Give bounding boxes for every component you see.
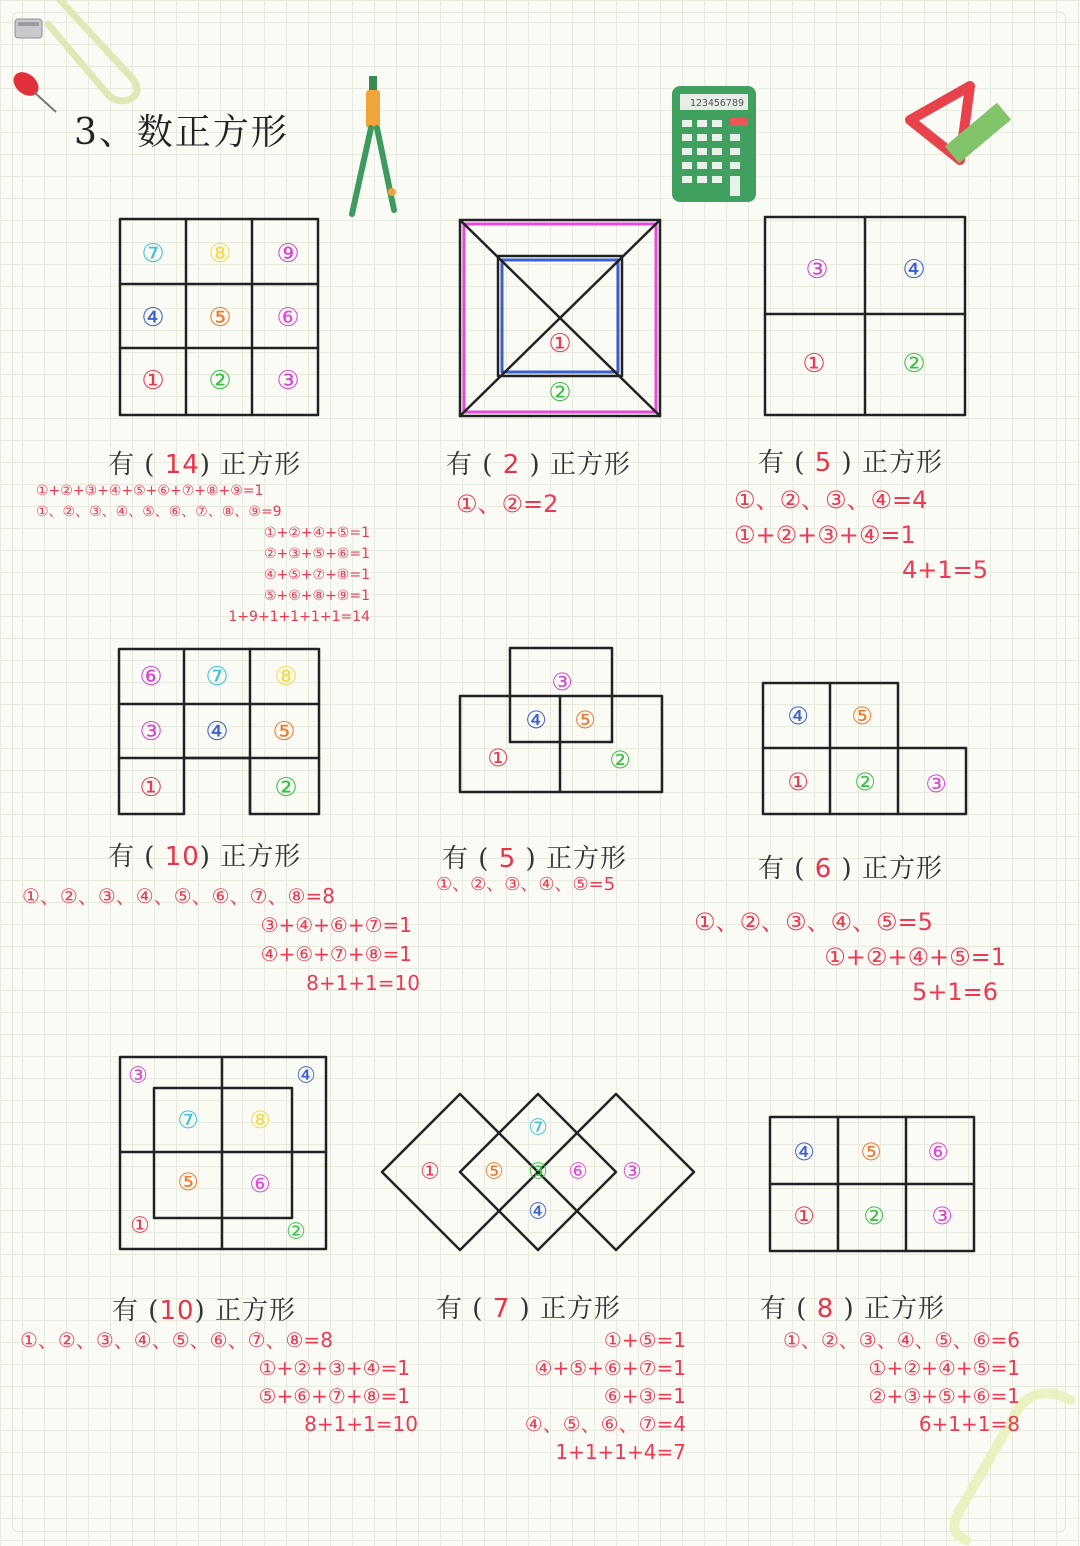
solution-line: ④+⑤+⑦+⑧=1 — [263, 567, 370, 583]
circled-number: ① — [548, 329, 572, 359]
solution-line: ②+③+⑤+⑥=1 — [263, 546, 370, 562]
solution-line: ①、②、③、④、⑤、⑥、⑦、⑧=8 — [22, 884, 335, 908]
solution-line: ①、②、③、④、⑤=5 — [694, 908, 933, 936]
circled-number: ⑤ — [574, 706, 596, 734]
circled-number: ④ — [141, 303, 165, 333]
square-count: 7 — [492, 1294, 511, 1324]
circled-number: ⑥ — [568, 1159, 588, 1185]
square-count: 14 — [164, 450, 200, 480]
caption-4: 有 ( 10) 正方形 — [108, 842, 302, 872]
solution-line: ①、②、③、④、⑤、⑥=6 — [782, 1328, 1020, 1352]
compass-icon — [340, 74, 410, 224]
notebook-icon — [14, 18, 44, 40]
circled-number: ⑦ — [528, 1115, 548, 1141]
solution-line: ①+②+③+④=1 — [258, 1356, 410, 1380]
circled-number: ⑥ — [276, 303, 300, 333]
square-count: 5 — [498, 844, 517, 874]
circled-number: ⑥ — [927, 1138, 949, 1166]
circled-number: ④ — [525, 706, 547, 734]
caption-5: 有 ( 5 ) 正方形 — [442, 844, 627, 874]
caption-1: 有 ( 14) 正方形 — [108, 450, 302, 480]
circled-number: ④ — [296, 1063, 316, 1089]
circled-number: ⑨ — [276, 239, 300, 269]
solution-line: 1+1+1+4=7 — [555, 1440, 686, 1464]
solution-line: ①+⑤=1 — [603, 1328, 686, 1352]
circled-number: ⑥ — [139, 662, 163, 692]
caption-7: 有 (10) 正方形 — [112, 1296, 296, 1326]
circled-number: ⑧ — [274, 662, 298, 692]
solution-line: ②+③+⑤+⑥=1 — [868, 1384, 1020, 1408]
solution-8 — [476, 1330, 686, 1470]
circled-number: ③ — [128, 1063, 148, 1089]
figure-3 — [762, 214, 968, 418]
square-count: 8 — [816, 1294, 835, 1324]
circled-number: ① — [139, 773, 163, 803]
solution-3 — [734, 488, 988, 593]
solution-7 — [20, 1330, 418, 1442]
solution-9 — [724, 1330, 1020, 1442]
circled-number: ① — [787, 768, 809, 796]
caption-8: 有 ( 7 ) 正方形 — [436, 1294, 621, 1324]
circled-number: ① — [793, 1202, 815, 1230]
circled-number: ⑤ — [860, 1138, 882, 1166]
caption-3: 有 ( 5 ) 正方形 — [758, 448, 943, 478]
circled-number: ① — [487, 744, 509, 772]
solution-line: ③+④+⑥+⑦=1 — [260, 913, 412, 937]
circled-number: ⑤ — [272, 717, 296, 747]
solution-2 — [456, 492, 558, 516]
circled-number: ④ — [793, 1138, 815, 1166]
solution-line: ①、②=2 — [456, 490, 559, 518]
solution-1 — [36, 484, 370, 631]
circled-number: ③ — [925, 770, 947, 798]
figure-7 — [116, 1054, 330, 1254]
circled-number: ④ — [787, 702, 809, 730]
figure-6 — [760, 680, 972, 820]
figure-1 — [118, 216, 322, 418]
square-count: 5 — [814, 448, 833, 478]
circled-number: ① — [130, 1213, 150, 1239]
figure-4 — [116, 646, 324, 818]
calculator-icon — [670, 84, 760, 206]
circled-number: ④ — [528, 1199, 548, 1225]
solution-line: 4+1=5 — [901, 556, 988, 584]
solution-line: ①、②、③、④、⑤=5 — [436, 874, 616, 895]
circled-number: ③ — [276, 366, 300, 396]
circled-number: ③ — [622, 1159, 642, 1185]
square-count: 10 — [164, 842, 200, 872]
circled-number: ① — [420, 1159, 440, 1185]
solution-6 — [694, 910, 1006, 1015]
figure-2 — [456, 216, 664, 420]
solution-line: ④+⑤+⑥+⑦=1 — [534, 1356, 686, 1380]
circled-number: ⑤ — [851, 702, 873, 730]
circled-number: ④ — [902, 255, 926, 285]
circled-number: ⑥ — [249, 1170, 271, 1198]
figure-9 — [766, 1114, 978, 1256]
solution-line: ①+②+③+④+⑤+⑥+⑦+⑧+⑨=1 — [36, 483, 264, 499]
circled-number: ③ — [551, 668, 573, 696]
solution-line: ①+②+④+⑤=1 — [868, 1356, 1020, 1380]
caption-9: 有 ( 8 ) 正方形 — [760, 1294, 945, 1324]
figure-5 — [456, 644, 668, 796]
square-count: 6 — [814, 854, 833, 884]
circled-number: ② — [863, 1202, 885, 1230]
circled-number: ② — [902, 349, 926, 379]
circled-number: ③ — [931, 1202, 953, 1230]
circled-number: ② — [274, 773, 298, 803]
circled-number: ⑦ — [177, 1106, 199, 1134]
solution-line: ①+②+④+⑤=1 — [263, 525, 370, 541]
ruler-triangle-icon — [900, 80, 1020, 190]
circled-number: ① — [802, 349, 826, 379]
caption-6: 有 ( 6 ) 正方形 — [758, 854, 943, 884]
circled-number: ③ — [139, 717, 163, 747]
circled-number: ⑤ — [177, 1168, 199, 1196]
solution-line: 5+1=6 — [911, 978, 998, 1006]
circled-number: ② — [854, 768, 876, 796]
circled-number: ⑦ — [141, 239, 165, 269]
circled-number: ⑤ — [208, 303, 232, 333]
solution-line: 6+1+1=8 — [918, 1412, 1020, 1436]
circled-number: ① — [141, 366, 165, 396]
solution-line: 1+9+1+1+1+1=14 — [228, 609, 370, 625]
pushpin-icon — [4, 62, 64, 122]
solution-line: ⑤+⑥+⑧+⑨=1 — [263, 588, 370, 604]
solution-line: ①、②、③、④、⑤、⑥、⑦、⑧=8 — [20, 1328, 333, 1352]
figure-8 — [380, 1090, 698, 1256]
page-title: 3、数正方形 — [74, 112, 289, 153]
circled-number: ⑦ — [205, 662, 229, 692]
solution-line: 8+1+1=10 — [304, 1412, 418, 1436]
circled-number: ⑧ — [249, 1106, 271, 1134]
calculator-display: 123456789 — [689, 98, 744, 109]
circled-number: ② — [548, 378, 572, 408]
circled-number: ③ — [805, 255, 829, 285]
solution-5 — [436, 876, 615, 894]
solution-line: 8+1+1=10 — [306, 971, 420, 995]
circled-number: ⑧ — [208, 239, 232, 269]
solution-line: ④+⑥+⑦+⑧=1 — [260, 942, 412, 966]
solution-line: ①、②、③、④、⑤、⑥、⑦、⑧、⑨=9 — [36, 504, 282, 520]
circled-number: ② — [208, 366, 232, 396]
solution-line: ①+②+③+④=1 — [734, 521, 916, 549]
circled-number: ⑤ — [484, 1159, 504, 1185]
circled-number: ② — [609, 746, 631, 774]
circled-number: ② — [286, 1219, 306, 1245]
solution-line: ④、⑤、⑥、⑦=4 — [524, 1412, 686, 1436]
circled-number: ③ — [528, 1159, 548, 1185]
solution-4 — [22, 886, 420, 1002]
solution-line: ⑥+③=1 — [603, 1384, 686, 1408]
solution-line: ⑤+⑥+⑦+⑧=1 — [258, 1384, 410, 1408]
solution-line: ①+②+④+⑤=1 — [824, 943, 1006, 971]
square-count: 10 — [159, 1296, 195, 1326]
square-count: 2 — [502, 450, 521, 480]
circled-number: ④ — [205, 717, 229, 747]
caption-2: 有 ( 2 ) 正方形 — [446, 450, 631, 480]
solution-line: ①、②、③、④=4 — [734, 486, 928, 514]
